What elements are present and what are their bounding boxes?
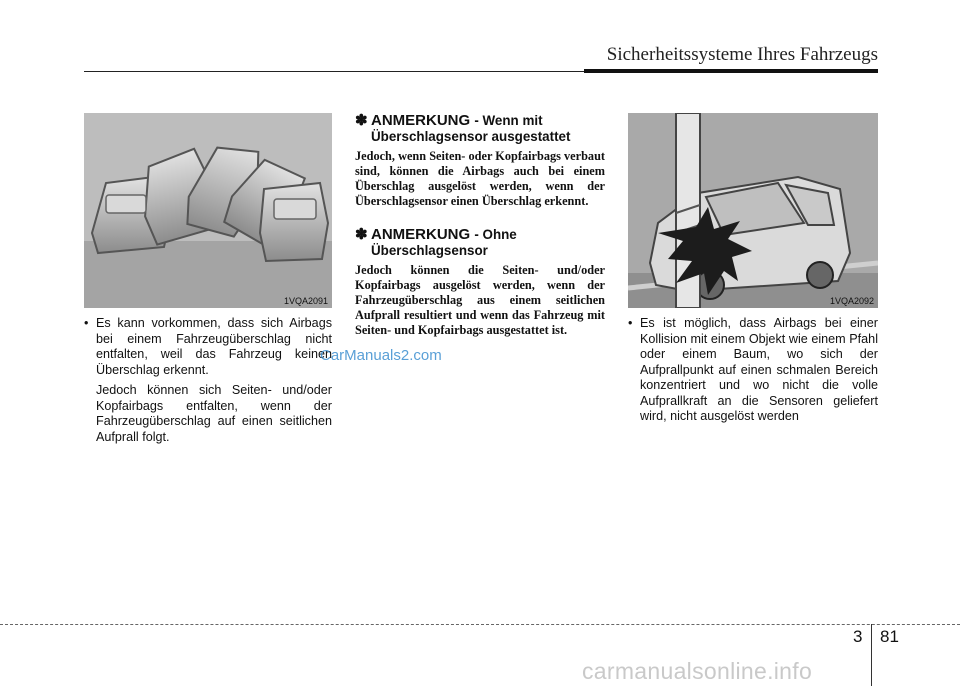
note-star-icon: ✽ [355, 226, 368, 243]
right-paragraph-1: Es ist möglich, dass Airbags bei einer Kollision mit einem Objekt wie einem Pfahl oder einem Baum, wo sich der Aufprallpunkt auf einen schmalen Bereich konzentriert und wo nicht die volle Aufprallkraft an die Sensoren geliefert wird, nicht ausgelöst werden [640, 316, 878, 423]
left-paragraph-2: Jedoch können sich Seiten- und/oder Kopfairbags entfalten, wenn der Fahrzeugüberschlag auf einen seitlichen Aufprall folgt. [96, 383, 332, 444]
note-no-rollover-sensor [355, 227, 605, 338]
note-keyword: ANMERKUNG [371, 226, 471, 243]
note-subtitle: - Ohne Überschlagsensor [371, 227, 517, 258]
page-number-separator [871, 624, 872, 686]
note-body: Jedoch können die Seiten- und/oder Kopfairbags ausgelöst werden, wenn der Fahrzeugüberschlag aus einem seitlichen Aufprall resultiert und wenn das Fahrzeug mit Seiten- und Kopfairbags ausgestattet ist. [355, 263, 605, 337]
bullet-dot: • [84, 316, 89, 330]
right-column-text [628, 316, 878, 425]
rollover-illustration [84, 113, 332, 308]
page-number: 81 [880, 627, 899, 646]
pole-collision-illustration [628, 113, 878, 308]
footer-dashed-rule [0, 624, 960, 625]
figure-code-left: 1VQA2091 [283, 296, 328, 306]
note-subtitle: - Wenn mit Überschlagsensor ausgestattet [371, 113, 571, 144]
note-heading [355, 113, 605, 145]
note-star-icon: ✽ [355, 112, 368, 129]
left-column-text [84, 316, 332, 445]
page-header-title: Sicherheitssysteme Ihres Fahrzeugs [606, 44, 878, 65]
left-paragraph-1: Es kann vorkommen, dass sich Airbags bei einem Fahrzeugüberschlag nicht entfalten, weil das Fahrzeug keinen Überschlag erkennt. [96, 316, 332, 377]
note-heading [355, 227, 605, 259]
bullet-dot: • [628, 316, 633, 330]
watermark-footer: carmanualsonline.info [582, 658, 813, 684]
section-number: 3 [853, 627, 863, 646]
note-keyword: ANMERKUNG [371, 112, 471, 129]
bullet-item [628, 316, 878, 425]
header-rule-thick [584, 69, 878, 73]
header-rule [84, 71, 584, 72]
figure-code-right: 1VQA2092 [829, 296, 874, 306]
note-body: Jedoch, wenn Seiten- oder Kopfairbags verbaut sind, können die Airbags auch bei einem Überschlag ausgelöst werden, wenn der Überschlagsensor einen Überschlag erkennt. [355, 149, 605, 208]
note-rollover-sensor [355, 113, 605, 209]
watermark-overlay: CarManuals2.com [320, 347, 442, 364]
bullet-item [84, 316, 332, 378]
notes-column [355, 113, 605, 338]
